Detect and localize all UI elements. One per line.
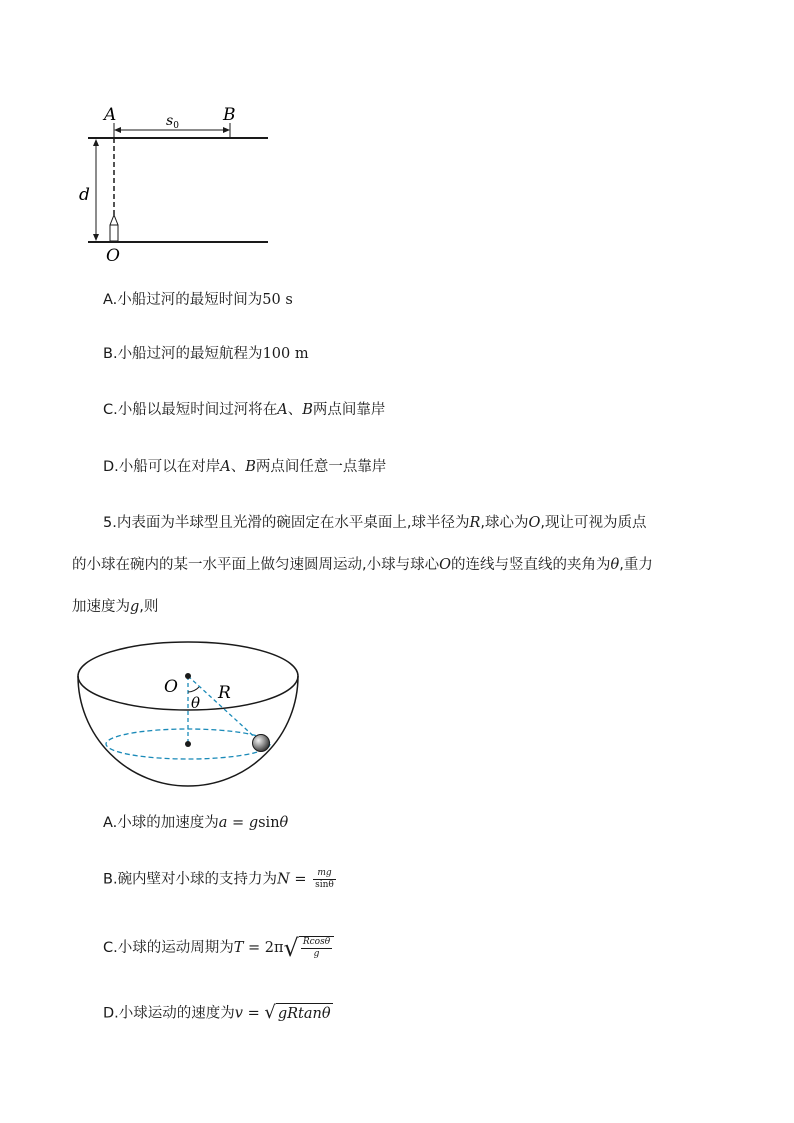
q4-option-b[interactable]: B.小船过河的最短航程为100 m: [103, 346, 309, 362]
q5-stem-line2: 的小球在碗内的某一水平面上做匀速圆周运动,小球与球心O的连线与竖直线的夹角为θ,重力: [72, 557, 653, 573]
q5-option-c[interactable]: C.小球的运动周期为T = 2π√ $\frac{Rcos\theta}{g}$: [103, 936, 334, 960]
q4-option-d[interactable]: D.小船可以在对岸A、B两点间任意一点靠岸: [103, 459, 387, 475]
river-figure: [70, 95, 280, 270]
center-o-dot: [185, 673, 191, 679]
label-b: B: [223, 105, 236, 125]
label-s0: $s_0$: [166, 113, 179, 131]
label-a: A: [104, 105, 117, 125]
ball: [253, 735, 270, 752]
q5-option-a[interactable]: A.小球的加速度为a = gsinθ: [103, 815, 289, 831]
label-theta: θ: [191, 694, 201, 712]
period-sqrt: √ $\frac{Rcos\theta}{g}$: [284, 936, 335, 960]
boat-icon: [110, 215, 118, 241]
s0-arrowhead-right: [223, 127, 230, 133]
q5-option-d[interactable]: D.小球运动的速度为v = √ gRtanθ: [103, 1002, 331, 1023]
label-o: O: [106, 246, 120, 266]
support-force-fraction: $\frac{mg}{\sin\theta}$: [315, 868, 334, 890]
label-o: O: [164, 677, 178, 697]
label-d: d: [79, 185, 90, 205]
velocity-sqrt: √ gRtanθ: [264, 1002, 331, 1023]
theta-arc: [188, 687, 199, 692]
s0-arrowhead-left: [114, 127, 121, 133]
q5-stem-line3: 加速度为g,则: [72, 599, 159, 615]
d-arrowhead-bottom: [93, 234, 99, 241]
q4-option-a[interactable]: A.小船过河的最短时间为50 s: [103, 292, 293, 308]
q4-option-c[interactable]: C.小船以最短时间过河将在A、B两点间靠岸: [103, 402, 386, 418]
q5-stem-line1: 5.内表面为半球型且光滑的碗固定在水平桌面上,球半径为R,球心为O,现让可视为质点: [103, 515, 647, 531]
orbit-center-dot: [185, 741, 191, 747]
q5-option-b[interactable]: B.碗内壁对小球的支持力为N = $\frac{mg}{\sin\theta}$: [103, 868, 334, 890]
bowl-figure: [72, 638, 304, 790]
d-arrowhead-top: [93, 139, 99, 146]
label-r: R: [218, 683, 231, 703]
